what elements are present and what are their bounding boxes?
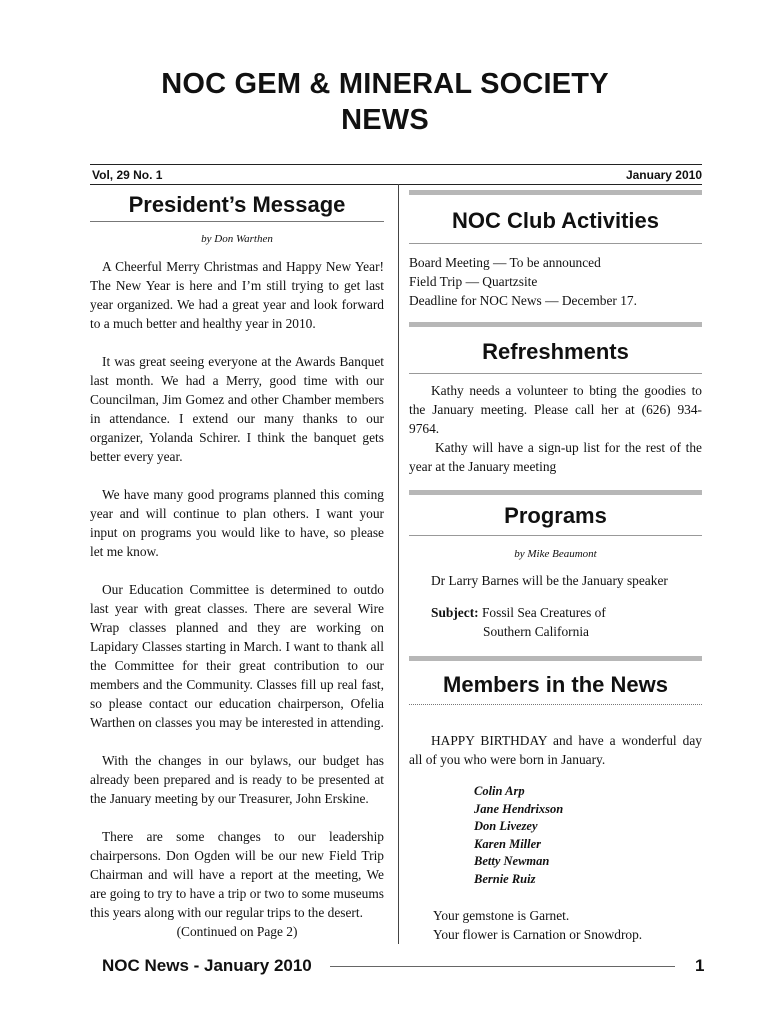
masthead-bottom-rule xyxy=(90,184,702,185)
footer-rule xyxy=(330,966,675,967)
activities-rule xyxy=(409,243,702,244)
continued-note: (Continued on Page 2) xyxy=(176,924,298,939)
list-item: Jane Hendrixson xyxy=(474,801,564,816)
activity-deadline: Deadline for NOC News — December 17. xyxy=(409,293,637,308)
page-number: 1 xyxy=(695,956,705,975)
activity-field-trip: Field Trip — Quartzsite xyxy=(409,274,538,289)
members-heading: Members in the News xyxy=(443,672,668,697)
programs-bar xyxy=(409,490,702,495)
issue-date: January 2010 xyxy=(625,168,702,182)
refreshments-paragraph-1: Kathy needs a volunteer to bting the goodies to the January meeting. Please call her at (626) 934-9764. xyxy=(409,383,702,436)
refreshments-bar xyxy=(409,322,702,327)
programs-speaker: Dr Larry Barnes will be the January speaker xyxy=(431,573,668,588)
presidents-paragraph-5: With the changes in our bylaws, our budget has already been prepared and is ready to be presented at the January meeting by our Treasurer, John Erskine. xyxy=(90,753,384,806)
activity-board-meeting: Board Meeting — To be announced xyxy=(409,255,601,270)
programs-rule xyxy=(409,535,702,536)
programs-heading: Programs xyxy=(504,503,607,528)
presidents-paragraph-4: Our Education Committee is determined to outdo last year with great classes. There are several Wire Wrap classes planned and they are working on Lapidary Classes starting in March. I want to thank all the Committee for their great contribution to our members and the Community. Classes fill up real fast, so please contact our education chairperson, Ofelia Warthen on classes you may be interested in attending. xyxy=(90,582,384,730)
refreshments-rule xyxy=(409,373,702,374)
list-item: Don Livezey xyxy=(474,819,538,833)
list-item: Colin Arp xyxy=(474,784,525,798)
presidents-paragraph-1: A Cheerful Merry Christmas and Happy New Year! The New Year is here and I’m still trying to get last year organized. We had a great year and look forward to a much better and healthy year in 2010. xyxy=(90,259,384,331)
subject-line-2: Southern California xyxy=(483,624,589,639)
presidents-byline: by Don Warthen xyxy=(201,233,273,245)
flower-note: Your flower is Carnation or Snowdrop. xyxy=(433,927,643,942)
gemstone-note: Your gemstone is Garnet. xyxy=(433,908,570,923)
masthead-title-line2: NEWS xyxy=(341,104,429,136)
birthday-names-list xyxy=(409,783,702,888)
presidents-paragraph-2: It was great seeing everyone at the Awards Banquet last month. We had a Merry, good time with our Councilman, Jim Gomez and other Chamber members in attendance. I extend our many thanks to our organizer, Yolanda Schirer. I think the banquet gets better every year. xyxy=(90,354,384,464)
masthead-top-rule xyxy=(90,164,702,165)
programs-byline: by Mike Beaumont xyxy=(514,548,597,560)
refreshments-paragraph-2: Kathy will have a sign-up list for the rest of the year at the January meeting xyxy=(409,440,702,474)
list-item: Bernie Ruiz xyxy=(474,871,536,886)
activities-heading: NOC Club Activities xyxy=(452,208,659,233)
presidents-message-heading: President’s Message xyxy=(128,192,346,217)
refreshments-heading: Refreshments xyxy=(482,339,629,364)
footer-label: NOC News - January 2010 xyxy=(102,956,312,975)
members-rule xyxy=(409,704,702,705)
presidents-message xyxy=(90,192,384,941)
programs-subject xyxy=(409,603,702,641)
presidents-paragraph-6: There are some changes to our leadership chairpersons. Don Ogden will be our new Field Trip Chairman and will have a report at the meeting, We are going to try to have a trip or two to some museums this years along with our regular trips to the desert. xyxy=(90,829,384,920)
right-column xyxy=(409,190,702,944)
masthead-title-line1: NOC GEM & MINERAL SOCIETY xyxy=(161,68,609,100)
list-item: Karen Miller xyxy=(474,836,542,851)
presidents-heading-rule xyxy=(90,221,384,222)
column-divider xyxy=(398,184,399,944)
subject-line-1: Fossil Sea Creatures of xyxy=(481,605,606,620)
activities-list xyxy=(409,253,702,310)
activities-bar xyxy=(409,190,702,195)
presidents-paragraph-3: We have many good programs planned this coming year and will continue to plan others. I want your input on programs you would like to have, so please let me know. xyxy=(90,487,384,559)
birth-symbols xyxy=(409,906,702,944)
members-bar xyxy=(409,656,702,661)
birthday-message: HAPPY BIRTHDAY and have a wonderful day all of you who were born in January. xyxy=(409,733,702,767)
subject-label: Subject: xyxy=(431,605,479,620)
list-item: Betty Newman xyxy=(474,854,550,868)
volume-number: Vol, 29 No. 1 xyxy=(92,168,163,182)
